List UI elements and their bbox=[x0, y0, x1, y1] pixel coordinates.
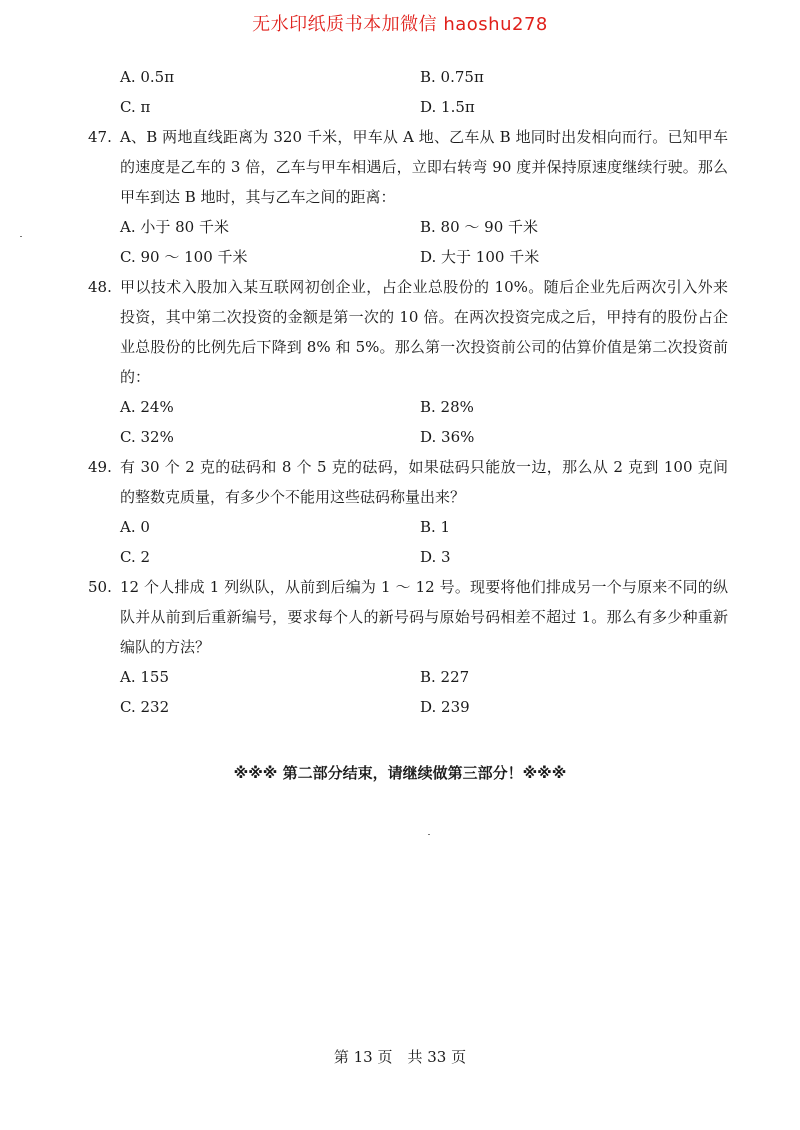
option-a[interactable]: A. 0 bbox=[120, 518, 150, 536]
option-a[interactable]: A. 小于 80 千米 bbox=[120, 218, 229, 236]
option-b[interactable]: B. 227 bbox=[420, 668, 470, 686]
page-content bbox=[88, 62, 728, 722]
page-footer: 第 13 页 共 33 页 bbox=[333, 1048, 467, 1066]
question-49 bbox=[88, 452, 728, 572]
option-c[interactable]: C. 232 bbox=[120, 698, 170, 716]
question-number: 47. bbox=[88, 128, 112, 146]
option-a[interactable]: A. 155 bbox=[120, 668, 169, 686]
option-d[interactable]: D. 3 bbox=[420, 548, 451, 566]
option-d[interactable]: D. 36% bbox=[420, 428, 475, 446]
option-b[interactable]: B. 28% bbox=[420, 398, 474, 416]
option-d[interactable]: D. 大于 100 千米 bbox=[420, 248, 540, 266]
watermark-header: 无水印纸质书本加微信 haoshu278 bbox=[252, 14, 548, 35]
question-50 bbox=[88, 572, 728, 722]
question-number: 49. bbox=[88, 458, 112, 476]
question-number: 50. bbox=[88, 578, 112, 596]
question-47 bbox=[88, 122, 728, 272]
option-a[interactable]: A. 0.5π bbox=[120, 68, 175, 86]
question-text: 甲以技术入股加入某互联网初创企业，占企业总股份的 10%。随后企业先后两次引入外来投资，其中第二次投资的金额是第一次的 10 倍。在两次投资完成之后，甲持有的股份占企业总股份的比例先后下降到 8% 和 5%。那么第一次投资前公司的估算价值是第二次投资前的： bbox=[120, 278, 728, 386]
option-b[interactable]: B. 0.75π bbox=[420, 68, 484, 86]
question-options bbox=[88, 212, 728, 272]
question-number: 48. bbox=[88, 278, 112, 296]
option-b[interactable]: B. 80 ～ 90 千米 bbox=[420, 218, 539, 236]
scan-speck bbox=[428, 834, 430, 835]
option-a[interactable]: A. 24% bbox=[120, 398, 174, 416]
question-text: 12 个人排成 1 列纵队，从前到后编为 1 ～ 12 号。现要将他们排成另一个与原来不同的纵队并从前到后重新编号，要求每个人的新号码与原始号码相差不超过 1。那么有多少种重新编队的方法？ bbox=[120, 578, 728, 656]
question-options bbox=[88, 392, 728, 452]
question-options bbox=[88, 512, 728, 572]
section-end-notice: ※※※ 第二部分结束，请继续做第三部分！※※※ bbox=[233, 764, 567, 782]
scan-speck bbox=[20, 236, 22, 237]
option-b[interactable]: B. 1 bbox=[420, 518, 451, 536]
question-48 bbox=[88, 272, 728, 452]
question-text: A、B 两地直线距离为 320 千米，甲车从 A 地、乙车从 B 地同时出发相向而行。已知甲车的速度是乙车的 3 倍，乙车与甲车相遇后，立即右转弯 90 度并保持原速度继续行驶。那么甲车到达 B 地时，其与乙车之间的距离： bbox=[120, 128, 728, 206]
question-options bbox=[88, 662, 728, 722]
option-c[interactable]: C. π bbox=[120, 98, 151, 116]
option-c[interactable]: C. 32% bbox=[120, 428, 174, 446]
prev-question-options bbox=[88, 62, 728, 122]
option-d[interactable]: D. 1.5π bbox=[420, 98, 475, 116]
option-d[interactable]: D. 239 bbox=[420, 698, 470, 716]
option-c[interactable]: C. 90 ～ 100 千米 bbox=[120, 248, 248, 266]
question-text: 有 30 个 2 克的砝码和 8 个 5 克的砝码，如果砝码只能放一边，那么从 2 克到 100 克间的整数克质量，有多少个不能用这些砝码称量出来？ bbox=[120, 458, 728, 506]
option-c[interactable]: C. 2 bbox=[120, 548, 151, 566]
